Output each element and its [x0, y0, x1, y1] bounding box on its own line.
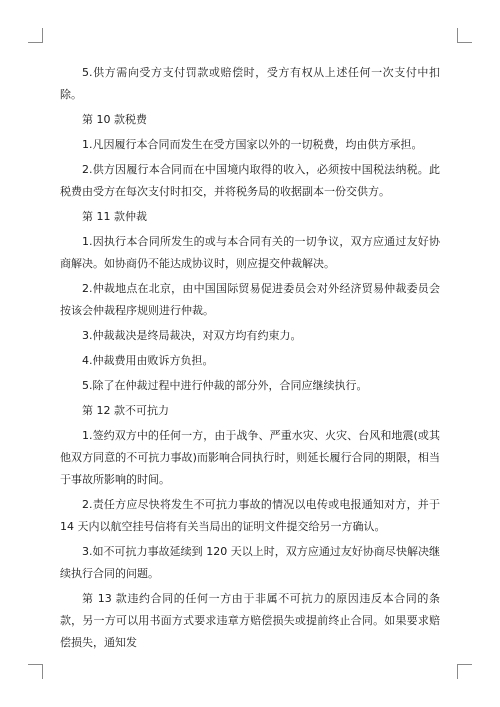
paragraph-tax-china: 2.供方因履行本合同而在中国境内取得的收入，必须按中国税法纳税。此税费由受方在每次支付时扣交，并将税务局的收据副本一份交供方。 [60, 163, 440, 198]
crop-mark-top-right [457, 28, 472, 43]
section-heading-taxes: 第 10 款税费 [82, 113, 147, 126]
paragraph-arbitration-5: 5.除了在仲裁过程中进行仲裁的部分外，合同应继续执行。 [82, 379, 368, 392]
section-heading-arbitration: 第 11 款仲裁 [82, 210, 147, 223]
paragraph-arbitration-3: 3.仲裁裁决是终局裁决，对双方均有约束力。 [82, 329, 302, 342]
paragraph-force-majeure-1: 1.签约双方中的任何一方，由于战争、严重水灾、火灾、台风和地震(或其他双方同意的不可抗力事故)而影响合同执行时，则延长履行合同的期限，相当于事故所影响的时间。 [60, 429, 440, 486]
crop-mark-top-left [28, 28, 43, 43]
paragraph-breach: 第 13 款违约合同的任何一方由于非属不可抗力的原因违反本合同的条款，另一方可以用书面方式要求违章方赔偿损失或提前终止合同。如果要求赔偿损失，通知发 [60, 592, 440, 649]
section-heading-force-majeure: 第 12 款不可抗力 [82, 404, 169, 417]
document-body [60, 62, 440, 657]
crop-mark-bottom-left [28, 664, 43, 679]
paragraph-arbitration-4: 4.仲裁费用由败诉方负担。 [82, 354, 214, 367]
paragraph-force-majeure-2: 2.责任方应尽快将发生不可抗力事故的情况以电传或电报通知对方，并于 14 天内以航空挂号信将有关当局出的证明文件提交给另一方确认。 [60, 498, 440, 533]
crop-mark-bottom-right [457, 664, 472, 679]
paragraph-deduction: 5.供方需向受方支付罚款或赔偿时，受方有权从上述任何一次支付中扣除。 [60, 66, 440, 101]
paragraph-force-majeure-3: 3.如不可抗力事故延续到 120 天以上时，双方应通过友好协商尽快解决继续执行合同的问题。 [60, 545, 440, 580]
paragraph-tax-outside: 1.凡因履行本合同而发生在受方国家以外的一切税费，均由供方承担。 [82, 138, 423, 151]
paragraph-arbitration-1: 1.因执行本合同所发生的或与本合同有关的一切争议，双方应通过友好协商解决。如协商仍不能达成协议时，则应提交仲裁解决。 [60, 235, 440, 270]
paragraph-arbitration-2: 2.仲裁地点在北京，由中国国际贸易促进委员会对外经济贸易仲裁委员会按该会仲裁程序规则进行仲裁。 [60, 282, 440, 317]
